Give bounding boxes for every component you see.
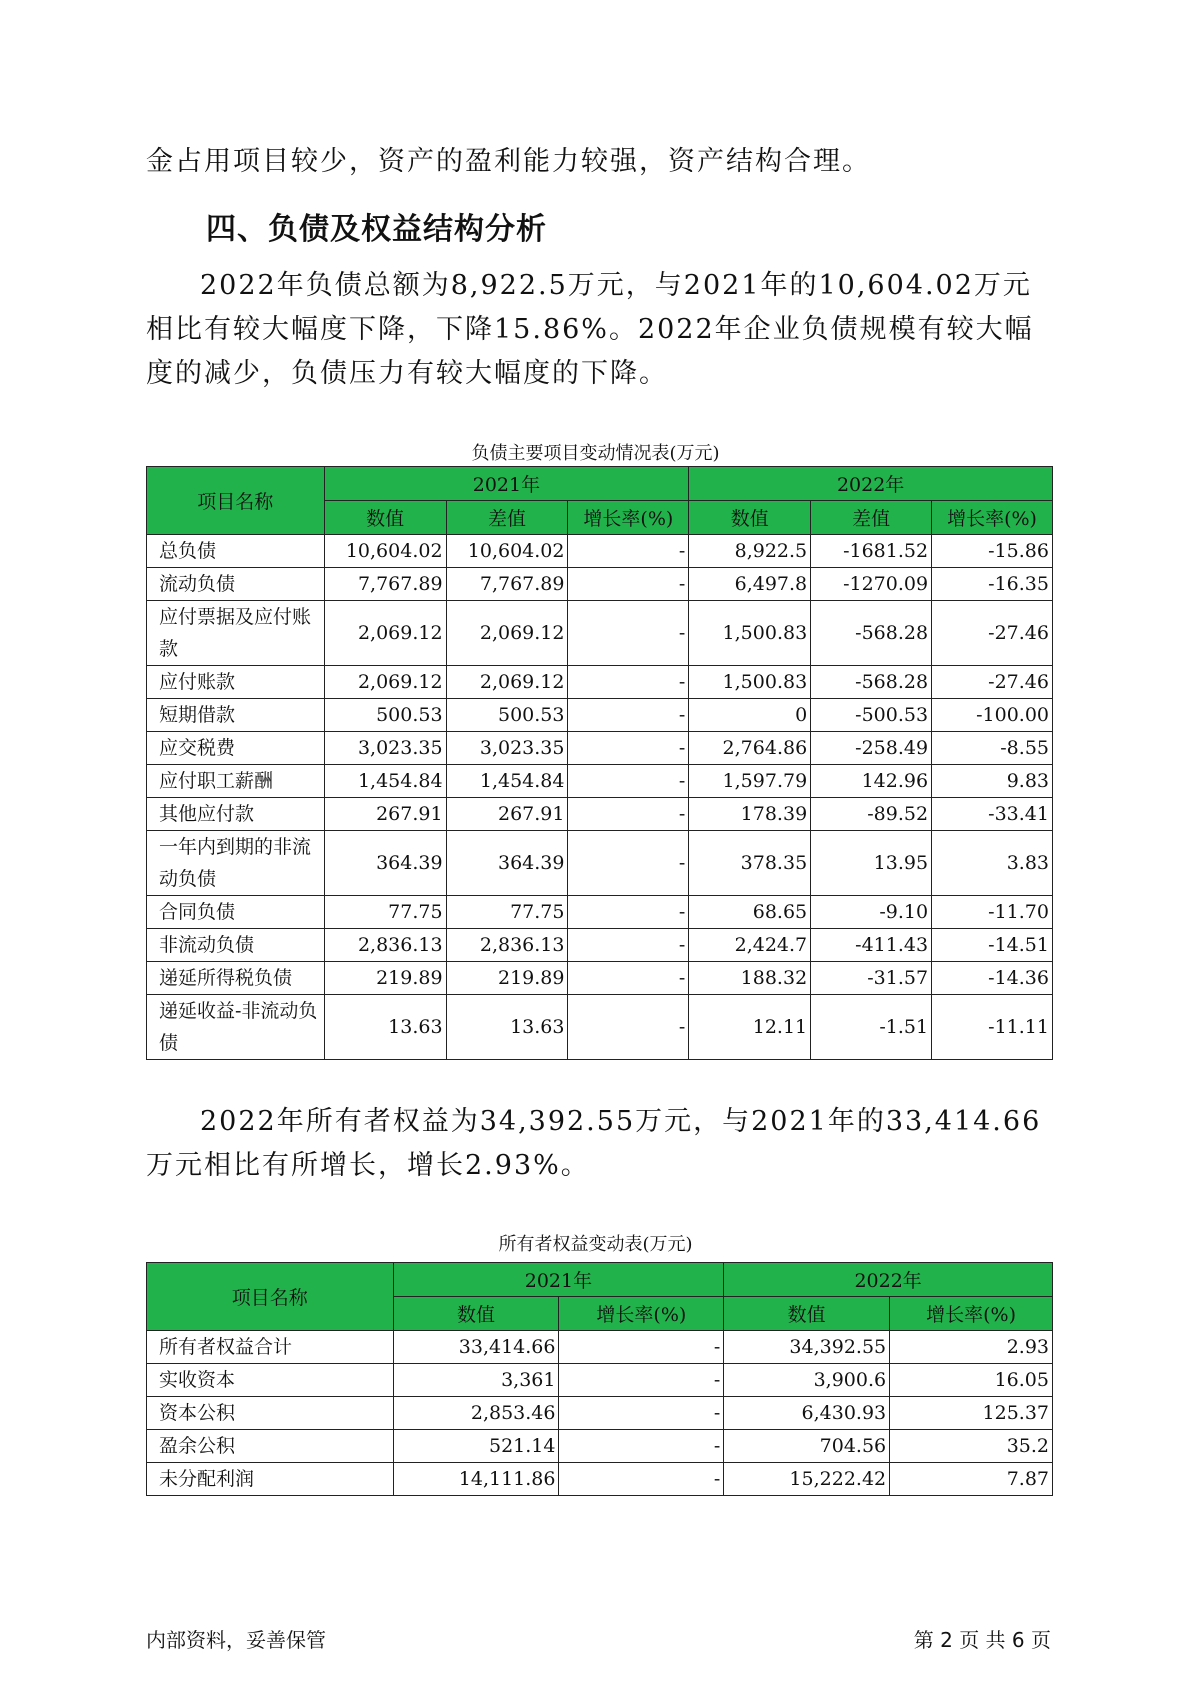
cell-d1: 7,767.89	[446, 568, 568, 601]
cell-v1: 500.53	[324, 699, 446, 732]
cell-g1: -	[568, 798, 689, 831]
cell-d2: -500.53	[811, 699, 932, 732]
cell-v1: 2,069.12	[324, 666, 446, 699]
cell-v1: 77.75	[324, 896, 446, 929]
row-label: 应交税费	[147, 732, 325, 765]
cell-g2: -100.00	[932, 699, 1053, 732]
cell-g2: 9.83	[932, 765, 1053, 798]
row-label: 所有者权益合计	[147, 1331, 394, 1364]
cell-g1: -	[568, 765, 689, 798]
cell-g1: -	[568, 896, 689, 929]
cell-v2: 378.35	[689, 831, 811, 896]
row-label: 递延所得税负债	[147, 962, 325, 995]
cell-d2: 13.95	[811, 831, 932, 896]
header-diff: 差值	[811, 501, 932, 535]
equity-paragraph: 2022年所有者权益为34,392.55万元，与2021年的33,414.66万元相比有所增长，增长2.93%。	[146, 1106, 1042, 1181]
cell-g1: -	[568, 568, 689, 601]
cell-g2: 16.05	[890, 1364, 1053, 1397]
table-row	[147, 1463, 1053, 1496]
liability-paragraph: 2022年负债总额为8,922.5万元，与2021年的10,604.02万元相比有较大幅度下降，下降15.86%。2022年企业负债规模有较大幅度的减少，负债压力有较大幅度的下降。	[146, 270, 1034, 389]
section-heading: 四、负债及权益结构分析	[206, 212, 547, 247]
cell-v1: 2,069.12	[324, 601, 446, 666]
cell-v2: 34,392.55	[724, 1331, 890, 1364]
cell-v2: 6,497.8	[689, 568, 811, 601]
liability-table-caption: 负债主要项目变动情况表(万元)	[471, 443, 720, 464]
equity-table-caption: 所有者权益变动表(万元)	[498, 1234, 693, 1255]
cell-g1: -	[568, 699, 689, 732]
row-label: 递延收益-非流动负债	[147, 995, 325, 1060]
header-value: 数值	[724, 1297, 890, 1331]
table-row	[147, 666, 1053, 699]
cell-g1: -	[559, 1430, 724, 1463]
table-row	[147, 1331, 1053, 1364]
cell-v2: 2,424.7	[689, 929, 811, 962]
cell-g2: -11.11	[932, 995, 1053, 1060]
cell-g2: -8.55	[932, 732, 1053, 765]
table-row	[147, 798, 1053, 831]
row-label: 合同负债	[147, 896, 325, 929]
cell-g2: -33.41	[932, 798, 1053, 831]
header-item-name: 项目名称	[147, 467, 325, 535]
cell-g2: -15.86	[932, 535, 1053, 568]
cell-g1: -	[568, 995, 689, 1060]
header-growth: 增长率(%)	[568, 501, 689, 535]
cell-d2: 142.96	[811, 765, 932, 798]
table-row	[147, 831, 1053, 896]
header-year-2021: 2021年	[393, 1263, 724, 1297]
footer-confidential-note: 内部资料，妥善保管	[146, 1628, 326, 1652]
row-label: 一年内到期的非流动负债	[147, 831, 325, 896]
cell-v1: 33,414.66	[393, 1331, 559, 1364]
row-label: 流动负债	[147, 568, 325, 601]
cell-g2: -16.35	[932, 568, 1053, 601]
intro-tail-paragraph: 金占用项目较少，资产的盈利能力较强，资产结构合理。	[146, 146, 871, 177]
row-label: 其他应付款	[147, 798, 325, 831]
cell-d2: -1681.52	[811, 535, 932, 568]
cell-g1: -	[568, 666, 689, 699]
cell-g2: 35.2	[890, 1430, 1053, 1463]
cell-g1: -	[559, 1364, 724, 1397]
cell-g1: -	[568, 831, 689, 896]
cell-v2: 2,764.86	[689, 732, 811, 765]
cell-d1: 1,454.84	[446, 765, 568, 798]
row-label: 应付账款	[147, 666, 325, 699]
cell-v1: 10,604.02	[324, 535, 446, 568]
liability-table	[146, 466, 1053, 1060]
row-label: 总负债	[147, 535, 325, 568]
cell-v1: 267.91	[324, 798, 446, 831]
table-row	[147, 535, 1053, 568]
row-label: 实收资本	[147, 1364, 394, 1397]
row-label: 非流动负债	[147, 929, 325, 962]
table-row	[147, 1430, 1053, 1463]
row-label: 应付票据及应付账款	[147, 601, 325, 666]
cell-d1: 10,604.02	[446, 535, 568, 568]
cell-v2: 12.11	[689, 995, 811, 1060]
table-row	[147, 699, 1053, 732]
cell-d1: 77.75	[446, 896, 568, 929]
table-row	[147, 995, 1053, 1060]
row-label: 资本公积	[147, 1397, 394, 1430]
cell-g1: -	[559, 1331, 724, 1364]
table-row	[147, 568, 1053, 601]
cell-v2: 704.56	[724, 1430, 890, 1463]
cell-d2: -258.49	[811, 732, 932, 765]
cell-g2: -11.70	[932, 896, 1053, 929]
cell-v1: 364.39	[324, 831, 446, 896]
cell-d2: -9.10	[811, 896, 932, 929]
cell-v2: 3,900.6	[724, 1364, 890, 1397]
header-value: 数值	[689, 501, 811, 535]
cell-v1: 14,111.86	[393, 1463, 559, 1496]
cell-v1: 1,454.84	[324, 765, 446, 798]
cell-g2: 3.83	[932, 831, 1053, 896]
table-row	[147, 929, 1053, 962]
cell-v1: 2,853.46	[393, 1397, 559, 1430]
table-row	[147, 896, 1053, 929]
cell-d2: -31.57	[811, 962, 932, 995]
cell-d1: 3,023.35	[446, 732, 568, 765]
header-item-name: 项目名称	[147, 1263, 394, 1331]
cell-g2: 2.93	[890, 1331, 1053, 1364]
cell-v2: 68.65	[689, 896, 811, 929]
table-row	[147, 962, 1053, 995]
cell-d2: -411.43	[811, 929, 932, 962]
equity-table	[146, 1262, 1053, 1496]
cell-d1: 2,836.13	[446, 929, 568, 962]
cell-v2: 178.39	[689, 798, 811, 831]
row-label: 短期借款	[147, 699, 325, 732]
cell-d1: 2,069.12	[446, 666, 568, 699]
row-label: 应付职工薪酬	[147, 765, 325, 798]
cell-v2: 1,597.79	[689, 765, 811, 798]
cell-d1: 364.39	[446, 831, 568, 896]
cell-g2: -14.51	[932, 929, 1053, 962]
cell-v1: 13.63	[324, 995, 446, 1060]
cell-d2: -568.28	[811, 666, 932, 699]
cell-g2: -27.46	[932, 666, 1053, 699]
header-value: 数值	[324, 501, 446, 535]
cell-g1: -	[568, 535, 689, 568]
row-label: 未分配利润	[147, 1463, 394, 1496]
cell-g1: -	[568, 962, 689, 995]
header-diff: 差值	[446, 501, 568, 535]
cell-v1: 3,361	[393, 1364, 559, 1397]
cell-v2: 188.32	[689, 962, 811, 995]
table-row	[147, 765, 1053, 798]
table-row	[147, 1364, 1053, 1397]
cell-g1: -	[559, 1397, 724, 1430]
cell-d2: -1.51	[811, 995, 932, 1060]
cell-d1: 2,069.12	[446, 601, 568, 666]
cell-v1: 521.14	[393, 1430, 559, 1463]
header-year-2021: 2021年	[324, 467, 689, 501]
cell-v2: 15,222.42	[724, 1463, 890, 1496]
table-row	[147, 732, 1053, 765]
header-growth: 增长率(%)	[890, 1297, 1053, 1331]
cell-v1: 2,836.13	[324, 929, 446, 962]
cell-d1: 13.63	[446, 995, 568, 1060]
header-growth: 增长率(%)	[559, 1297, 724, 1331]
header-growth: 增长率(%)	[932, 501, 1053, 535]
cell-v1: 7,767.89	[324, 568, 446, 601]
header-value: 数值	[393, 1297, 559, 1331]
cell-d1: 500.53	[446, 699, 568, 732]
cell-v2: 0	[689, 699, 811, 732]
cell-v2: 1,500.83	[689, 601, 811, 666]
cell-g2: 125.37	[890, 1397, 1053, 1430]
cell-v1: 3,023.35	[324, 732, 446, 765]
cell-g1: -	[568, 732, 689, 765]
table-row	[147, 1397, 1053, 1430]
header-year-2022: 2022年	[724, 1263, 1053, 1297]
cell-v2: 1,500.83	[689, 666, 811, 699]
cell-v2: 6,430.93	[724, 1397, 890, 1430]
cell-d2: -1270.09	[811, 568, 932, 601]
row-label: 盈余公积	[147, 1430, 394, 1463]
cell-d1: 219.89	[446, 962, 568, 995]
cell-v2: 8,922.5	[689, 535, 811, 568]
cell-d2: -568.28	[811, 601, 932, 666]
cell-g1: -	[568, 929, 689, 962]
cell-g1: -	[568, 601, 689, 666]
table-row	[147, 601, 1053, 666]
footer-page-number: 第 2 页 共 6 页	[913, 1628, 1051, 1652]
cell-g1: -	[559, 1463, 724, 1496]
cell-d2: -89.52	[811, 798, 932, 831]
cell-g2: -27.46	[932, 601, 1053, 666]
cell-g2: 7.87	[890, 1463, 1053, 1496]
cell-d1: 267.91	[446, 798, 568, 831]
cell-v1: 219.89	[324, 962, 446, 995]
cell-g2: -14.36	[932, 962, 1053, 995]
header-year-2022: 2022年	[689, 467, 1053, 501]
